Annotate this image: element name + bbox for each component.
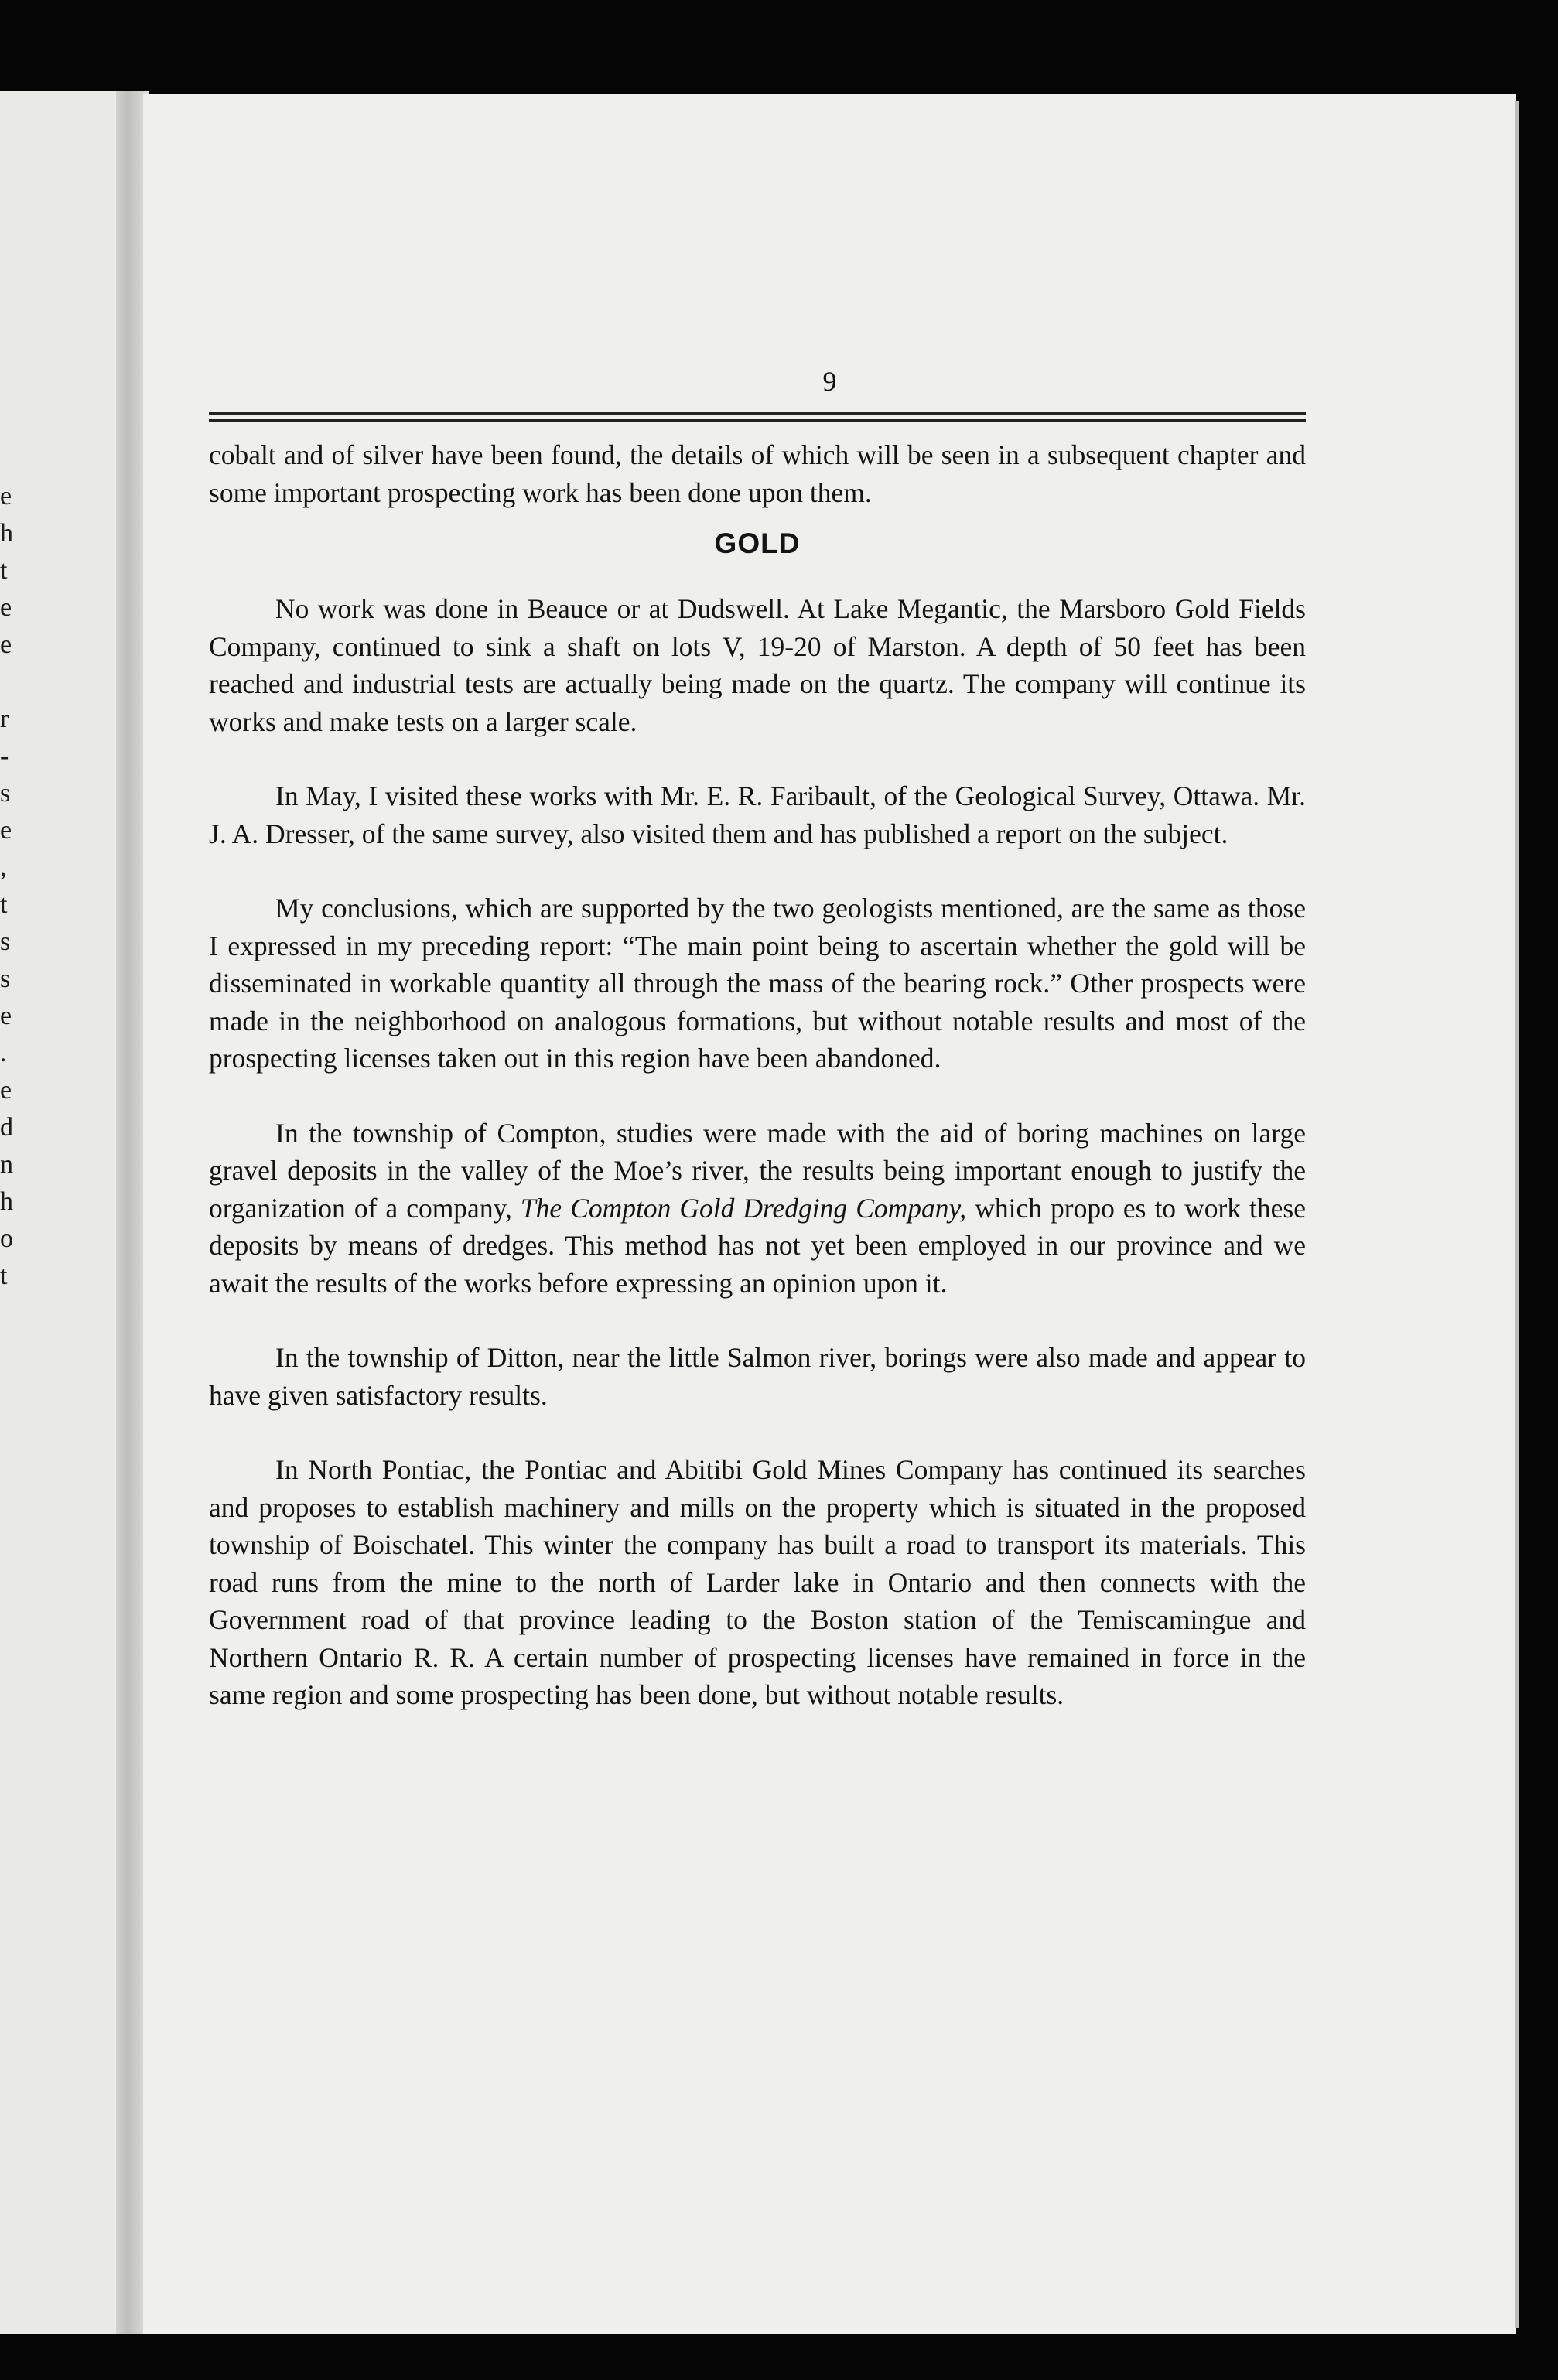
- paragraph-continued: cobalt and of silver have been found, the details of which will be seen in a subsequent chapter and some important prospecting work has been done upon them.: [209, 439, 1306, 508]
- fragment: r: [0, 705, 9, 733]
- fragment: s: [0, 927, 11, 956]
- fragment: h: [0, 1187, 13, 1216]
- paragraph-text: In the township of Compton, studies were made with the aid of boring machines on large gravel deposits in the valley of the Moe’s river, the results being important enough to justify the organization of a company,: [209, 1117, 1306, 1224]
- paragraph: No work was done in Beauce or at Dudswell. At Lake Megantic, the Marsboro Gold Fields Company, continued to sink a shaft on lots V, 19-20 of Marston. A depth of 50 feet has been reached and industrial tests are actually being made on the quartz. The company will continue its works and make tests on a larger scale.: [209, 593, 1306, 737]
- fragment: e: [0, 1076, 12, 1105]
- page-number: 9: [822, 366, 837, 397]
- fragment: t: [0, 890, 8, 919]
- fragment: n: [0, 1150, 13, 1179]
- fragment: t: [0, 1262, 8, 1290]
- fragment: e: [0, 1002, 12, 1030]
- fragment: t: [0, 556, 8, 585]
- header-rule-bottom: [209, 419, 1306, 422]
- facing-page-text-fragments: [0, 478, 31, 1295]
- fragment: e: [0, 482, 12, 510]
- page-body: [209, 436, 1306, 1751]
- fragment: [0, 664, 31, 701]
- page-edge: [1515, 101, 1519, 2328]
- paragraph: In May, I visited these works with Mr. E. R. Faribault, of the Geological Survey, Ottawa. Mr. J. A. Dresser, of the same survey, also visited them and has published a report on the subject.: [209, 780, 1306, 849]
- paragraph: In the township of Ditton, near the little Salmon river, borings were also made and appear to have given satisfactory results.: [209, 1342, 1306, 1411]
- fragment: d: [0, 1113, 13, 1142]
- company-name-italic: The Compton Gold Dredging Company,: [520, 1192, 967, 1224]
- document-page: [143, 94, 1516, 2334]
- fragment: ,: [0, 853, 7, 882]
- fragment: e: [0, 593, 12, 622]
- fragment: o: [0, 1224, 13, 1253]
- fragment: e: [0, 816, 12, 845]
- fragment: s: [0, 779, 11, 808]
- fragment: e: [0, 630, 12, 659]
- fragment: -: [0, 742, 9, 770]
- header-rule-top: [209, 412, 1306, 415]
- fragment: h: [0, 519, 13, 548]
- section-heading: GOLD: [714, 528, 801, 559]
- fragment: .: [0, 1039, 7, 1067]
- paragraph: [209, 1115, 1306, 1303]
- paragraph: My conclusions, which are supported by the two geologists mentioned, are the same as those I expressed in my preceding report: “The main point being to ascertain whether the gold will be disseminated in workable quantity all through the mass of the bearing rock.” Other prospects were made in the neighborhood on analogous formations, but without notable results and most of the prospecting licenses taken out in this region have been abandoned.: [209, 893, 1306, 1074]
- paragraph: In North Pontiac, the Pontiac and Abitibi Gold Mines Company has continued its searches and proposes to establish machinery and mills on the property which is situated in the proposed township of Boischatel. This winter the company has built a road to transport its materials. This road runs from the mine to the north of Larder lake in Ontario and then connects with the Government road of that province leading to the Boston station of the Temiscamingue and Northern Ontario R. R. A certain number of prospecting licenses have remained in force in the same region and some prospecting has been done, but without notable results.: [209, 1454, 1306, 1710]
- paragraph-text: which propo es to work these deposits by means of dredges. This method has not yet been employed in our province and we await the results of the works before expressing an opinion upon it.: [209, 1192, 1306, 1299]
- fragment: s: [0, 965, 11, 993]
